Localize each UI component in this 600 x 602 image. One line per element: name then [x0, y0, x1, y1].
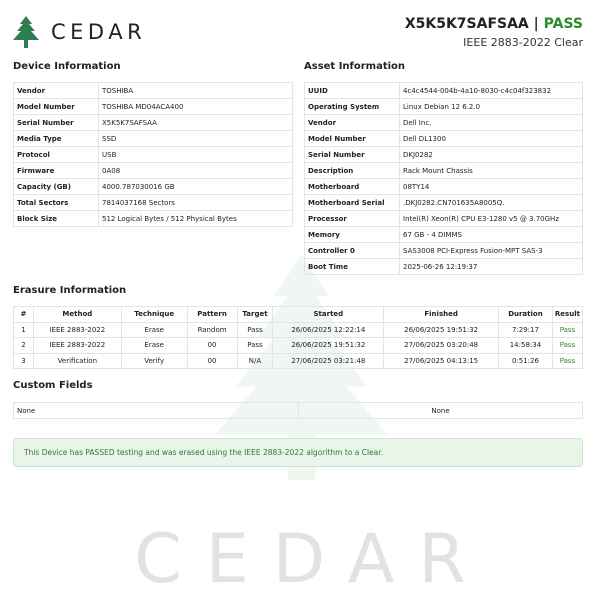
erasure-column-header: Finished: [384, 307, 499, 323]
device-info-key: Total Sectors: [14, 195, 99, 211]
brand-logo: [13, 16, 146, 48]
asset-info-row: [305, 227, 583, 243]
device-info-key: Vendor: [14, 83, 99, 99]
asset-info-row: [305, 195, 583, 211]
asset-info-value: Dell Inc.: [400, 115, 583, 131]
asset-info-row: [305, 131, 583, 147]
status-badge: PASS: [543, 16, 583, 32]
serial-number: X5K5K7SAFSAA: [404, 16, 529, 32]
asset-info-row: [305, 83, 583, 99]
device-info-key: Protocol: [14, 147, 99, 163]
erasure-column-header: Target: [237, 307, 273, 323]
erasure-cell: 27/06/2025 03:20:48: [384, 338, 499, 354]
erasure-cell: Pass: [552, 338, 582, 354]
erasure-standard: IEEE 2883-2022 Clear: [463, 36, 583, 49]
erasure-cell: 7:29:17: [499, 322, 553, 338]
device-info-row: [14, 195, 293, 211]
erasure-cell: 00: [187, 338, 237, 354]
erasure-column-header: #: [14, 307, 34, 323]
erasure-cell: 27/06/2025 03:21:48: [273, 353, 384, 369]
asset-information-title: Asset Information: [304, 61, 406, 72]
custom-fields-title: Custom Fields: [13, 380, 93, 391]
device-info-value: 7814037168 Sectors: [99, 195, 293, 211]
custom-field-value: None: [299, 403, 583, 419]
asset-info-key: Operating System: [305, 99, 400, 115]
device-info-value: TOSHIBA MD04ACA400: [99, 99, 293, 115]
erasure-column-header: Method: [33, 307, 121, 323]
device-info-row: [14, 147, 293, 163]
erasure-cell: 3: [14, 353, 34, 369]
asset-info-row: [305, 211, 583, 227]
device-info-key: Media Type: [14, 131, 99, 147]
asset-info-value: Rack Mount Chassis: [400, 163, 583, 179]
asset-info-value: .DKJ0282.CN701635A8005Q.: [400, 195, 583, 211]
erasure-cell: Pass: [237, 338, 273, 354]
erasure-cell: 26/06/2025 12:22:14: [273, 322, 384, 338]
device-info-value: 512 Logical Bytes / 512 Physical Bytes: [99, 211, 293, 227]
result-message: This Device has PASSED testing and was erased using the IEEE 2883-2022 algorithm to a Clear.: [13, 438, 583, 467]
asset-info-key: Description: [305, 163, 400, 179]
custom-fields-table: [13, 402, 583, 419]
asset-info-row: [305, 259, 583, 275]
asset-info-row: [305, 243, 583, 259]
asset-info-key: Vendor: [305, 115, 400, 131]
serial-status-line: [405, 16, 583, 32]
asset-info-row: [305, 163, 583, 179]
asset-info-row: [305, 147, 583, 163]
asset-info-key: Model Number: [305, 131, 400, 147]
asset-info-value: 08TY14: [400, 179, 583, 195]
erasure-cell: IEEE 2883-2022: [33, 338, 121, 354]
asset-information-table: [304, 82, 583, 275]
erasure-cell: N/A: [237, 353, 273, 369]
erasure-cell: 2: [14, 338, 34, 354]
asset-info-value: Linux Debian 12 6.2.0: [400, 99, 583, 115]
device-info-row: [14, 83, 293, 99]
asset-info-key: Memory: [305, 227, 400, 243]
report-header: [405, 16, 583, 49]
asset-info-row: [305, 99, 583, 115]
device-info-key: Model Number: [14, 99, 99, 115]
erasure-row: [14, 322, 583, 338]
asset-info-key: Motherboard: [305, 179, 400, 195]
device-info-key: Block Size: [14, 211, 99, 227]
erasure-information-table: [13, 306, 583, 369]
separator: |: [533, 16, 539, 32]
asset-info-value: 2025-06-26 12:19:37: [400, 259, 583, 275]
watermark-text: CEDAR: [134, 520, 490, 599]
asset-info-value: Dell DL1300: [400, 131, 583, 147]
asset-info-value: SAS3008 PCI-Express Fusion-MPT SAS-3: [400, 243, 583, 259]
erasure-column-header: Result: [552, 307, 582, 323]
erasure-cell: Erase: [121, 338, 187, 354]
device-information-title: Device Information: [13, 61, 121, 72]
erasure-cell: Pass: [237, 322, 273, 338]
device-info-value: 4000.787030016 GB: [99, 179, 293, 195]
device-info-row: [14, 115, 293, 131]
asset-info-key: Motherboard Serial: [305, 195, 400, 211]
asset-info-key: Processor: [305, 211, 400, 227]
asset-info-row: [305, 115, 583, 131]
cedar-tree-icon: [13, 16, 39, 48]
device-info-value: 0A08: [99, 163, 293, 179]
erasure-cell: Pass: [552, 322, 582, 338]
erasure-row: [14, 338, 583, 354]
erasure-cell: 00: [187, 353, 237, 369]
erasure-cell: 26/06/2025 19:51:32: [384, 322, 499, 338]
erasure-column-header: Started: [273, 307, 384, 323]
device-info-value: SSD: [99, 131, 293, 147]
device-info-row: [14, 131, 293, 147]
device-info-row: [14, 179, 293, 195]
erasure-cell: 14:58:34: [499, 338, 553, 354]
erasure-cell: Verification: [33, 353, 121, 369]
device-info-key: Capacity (GB): [14, 179, 99, 195]
erasure-cell: Erase: [121, 322, 187, 338]
erasure-column-header: Technique: [121, 307, 187, 323]
erasure-cell: 0:51:26: [499, 353, 553, 369]
erasure-information-title: Erasure Information: [13, 285, 127, 296]
erasure-cell: Pass: [552, 353, 582, 369]
asset-info-value: Intel(R) Xeon(R) CPU E3-1280 v5 @ 3.70GHz: [400, 211, 583, 227]
device-info-row: [14, 99, 293, 115]
device-info-row: [14, 211, 293, 227]
erasure-cell: Random: [187, 322, 237, 338]
asset-info-key: Controller 0: [305, 243, 400, 259]
erasure-column-header: Pattern: [187, 307, 237, 323]
asset-info-value: DKJ0282: [400, 147, 583, 163]
custom-field-value: None: [14, 403, 299, 419]
device-info-value: USB: [99, 147, 293, 163]
device-info-value: TOSHIBA: [99, 83, 293, 99]
device-information-table: [13, 82, 293, 227]
asset-info-value: 67 GB - 4 DIMMS: [400, 227, 583, 243]
asset-info-key: UUID: [305, 83, 400, 99]
erasure-cell: IEEE 2883-2022: [33, 322, 121, 338]
device-info-value: X5K5K7SAFSAA: [99, 115, 293, 131]
erasure-cell: 26/06/2025 19:51:32: [273, 338, 384, 354]
erasure-row: [14, 353, 583, 369]
erasure-cell: Verify: [121, 353, 187, 369]
erasure-cell: 27/06/2025 04:13:15: [384, 353, 499, 369]
brand-name: CEDAR: [51, 20, 147, 44]
erasure-cell: 1: [14, 322, 34, 338]
asset-info-row: [305, 179, 583, 195]
asset-info-key: Serial Number: [305, 147, 400, 163]
device-info-key: Firmware: [14, 163, 99, 179]
device-info-key: Serial Number: [14, 115, 99, 131]
asset-info-key: Boot Time: [305, 259, 400, 275]
device-info-row: [14, 163, 293, 179]
erasure-column-header: Duration: [499, 307, 553, 323]
asset-info-value: 4c4c4544-004b-4a10-8030-c4c04f323832: [400, 83, 583, 99]
